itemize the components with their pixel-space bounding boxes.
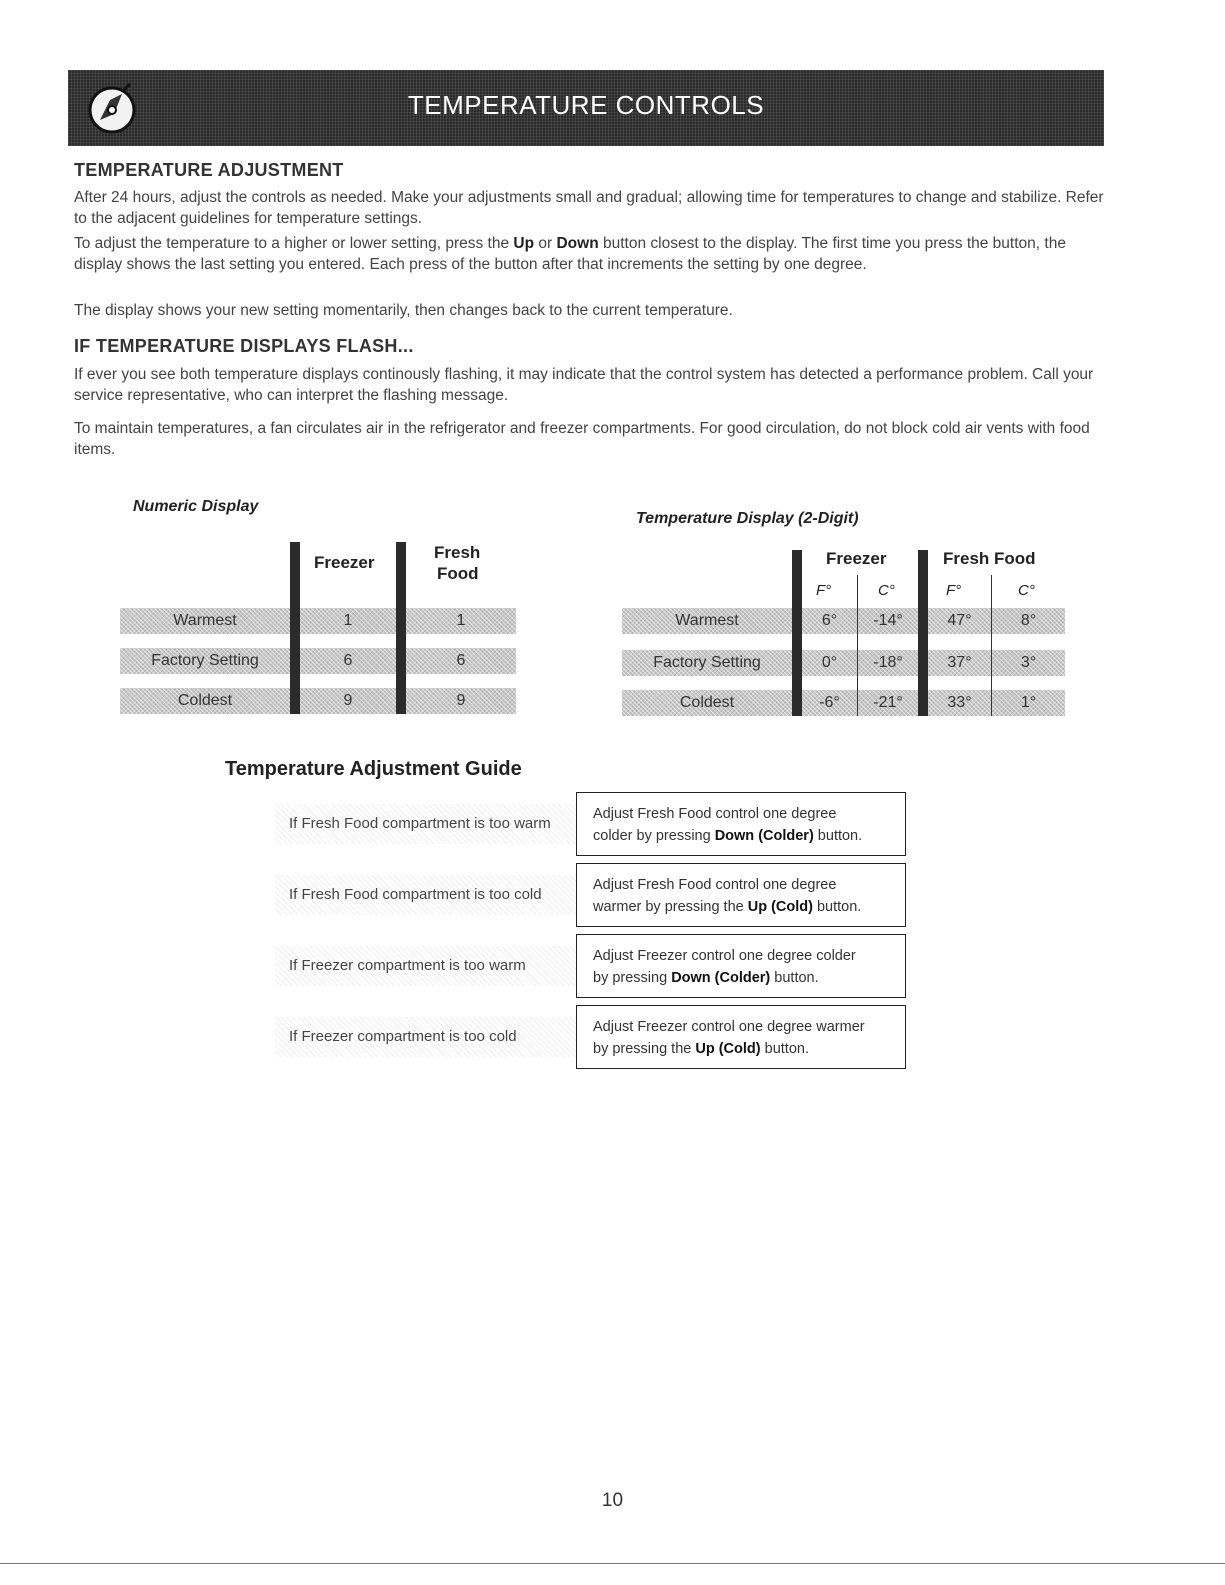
numeric-fresh-warmest: 1 (456, 612, 466, 629)
numeric-label-factory: Factory Setting (151, 652, 259, 669)
two-digit-label-warmest: Warmest (675, 612, 739, 629)
two-digit-fr-c-coldest: 1° (1020, 694, 1037, 711)
two-digit-fz-c-warmest: -14° (873, 612, 903, 629)
two-digit-label-coldest: Coldest (679, 694, 735, 711)
down-keyword: Down (556, 235, 599, 252)
flash-paragraph-2: To maintain temperatures, a fan circulates air in the refrigerator and freezer compartments. For good circulation, do not block cold air vents with food items. (74, 420, 1090, 458)
two-digit-display-caption: Temperature Display (2-Digit) (636, 510, 859, 527)
numeric-freezer-factory: 6 (343, 652, 353, 669)
guide-advice-fresh-cold: Adjust Fresh Food control one degree warmer by pressing the Up (Cold) button. (576, 863, 906, 927)
flash-paragraph-1: If ever you see both temperature displays continously flashing, it may indicate that the control system has detected a performance problem. Call your service representative, who can interpret the flashing message. (74, 366, 1094, 404)
guide-title: Temperature Adjustment Guide (225, 758, 522, 780)
numeric-divider-2 (396, 542, 406, 714)
numeric-col-freezer: Freezer (314, 553, 375, 572)
two-digit-fr-f-warmest: 47° (947, 612, 972, 629)
numeric-label-coldest: Coldest (177, 692, 233, 709)
page-number: 10 (601, 1490, 624, 1511)
banner-title: TEMPERATURE CONTROLS (407, 90, 765, 120)
numeric-col-fresh-line1: Fresh (434, 543, 481, 562)
two-digit-fz-c-coldest: -21° (873, 694, 903, 711)
numeric-freezer-coldest: 9 (343, 692, 353, 709)
two-digit-fr-f-coldest: 33° (947, 694, 972, 711)
guide-advice-freezer-warm: Adjust Freezer control one degree colder by pressing Down (Colder) button. (576, 934, 906, 998)
two-digit-fz-f-factory: 0° (821, 654, 838, 671)
bottom-rule (0, 1563, 1225, 1564)
flash-heading: IF TEMPERATURE DISPLAYS FLASH... (74, 336, 414, 356)
two-digit-fr-c-factory: 3° (1020, 654, 1037, 671)
numeric-freezer-warmest: 1 (343, 612, 353, 629)
two-digit-divider-2 (918, 550, 928, 716)
adjustment-paragraph-3: The display shows your new setting momentarily, then changes back to the current temperature. (74, 302, 733, 319)
guide-condition-freezer-warm: If Freezer compartment is too warm (275, 946, 584, 986)
two-digit-fz-c-factory: -18° (873, 654, 903, 671)
guide-condition-freezer-cold: If Freezer compartment is too cold (275, 1017, 584, 1057)
two-digit-fr-f-factory: 37° (947, 654, 972, 671)
numeric-fresh-coldest: 9 (456, 692, 466, 709)
adjustment-paragraph-1: After 24 hours, adjust the controls as needed. Make your adjustments small and gradual; allowing time for temperatures to change and stabilize. Refer to the adjacent guidelines for temperature settings. (74, 189, 1104, 227)
two-digit-divider-1 (792, 550, 802, 716)
numeric-col-fresh-line2: Food (437, 564, 479, 583)
two-digit-col-fresh: Fresh Food (943, 549, 1036, 568)
two-digit-fz-f-warmest: 6° (821, 612, 838, 629)
two-digit-fresh-unit-f: F° (946, 582, 962, 599)
two-digit-freezer-unit-f: F° (816, 582, 832, 599)
numeric-divider-1 (290, 542, 300, 714)
two-digit-fr-c-warmest: 8° (1020, 612, 1037, 629)
two-digit-freezer-unit-c: C° (878, 582, 895, 599)
two-digit-fz-f-coldest: -6° (819, 694, 840, 711)
numeric-label-warmest: Warmest (173, 612, 237, 629)
guide-advice-freezer-cold: Adjust Freezer control one degree warmer by pressing the Up (Cold) button. (576, 1005, 906, 1069)
guide-advice-fresh-warm: Adjust Fresh Food control one degree colder by pressing Down (Colder) button. (576, 792, 906, 856)
guide-condition-fresh-cold: If Fresh Food compartment is too cold (275, 875, 584, 915)
two-digit-col-freezer: Freezer (826, 549, 887, 568)
adjustment-paragraph-2: To adjust the temperature to a higher or lower setting, press the Up or Down button closest to the display. The first time you press the button, the display shows the last setting you entered. Each press of the button after that increments the setting by one degree. (74, 235, 1066, 273)
numeric-fresh-factory: 6 (456, 652, 466, 669)
guide-condition-fresh-warm: If Fresh Food compartment is too warm (275, 804, 584, 844)
up-keyword: Up (513, 235, 535, 252)
two-digit-fresh-unit-c: C° (1018, 582, 1035, 599)
numeric-display-caption: Numeric Display (133, 498, 259, 515)
two-digit-label-factory: Factory Setting (653, 654, 761, 671)
adjustment-heading: TEMPERATURE ADJUSTMENT (74, 160, 344, 180)
section-banner (68, 70, 1104, 146)
